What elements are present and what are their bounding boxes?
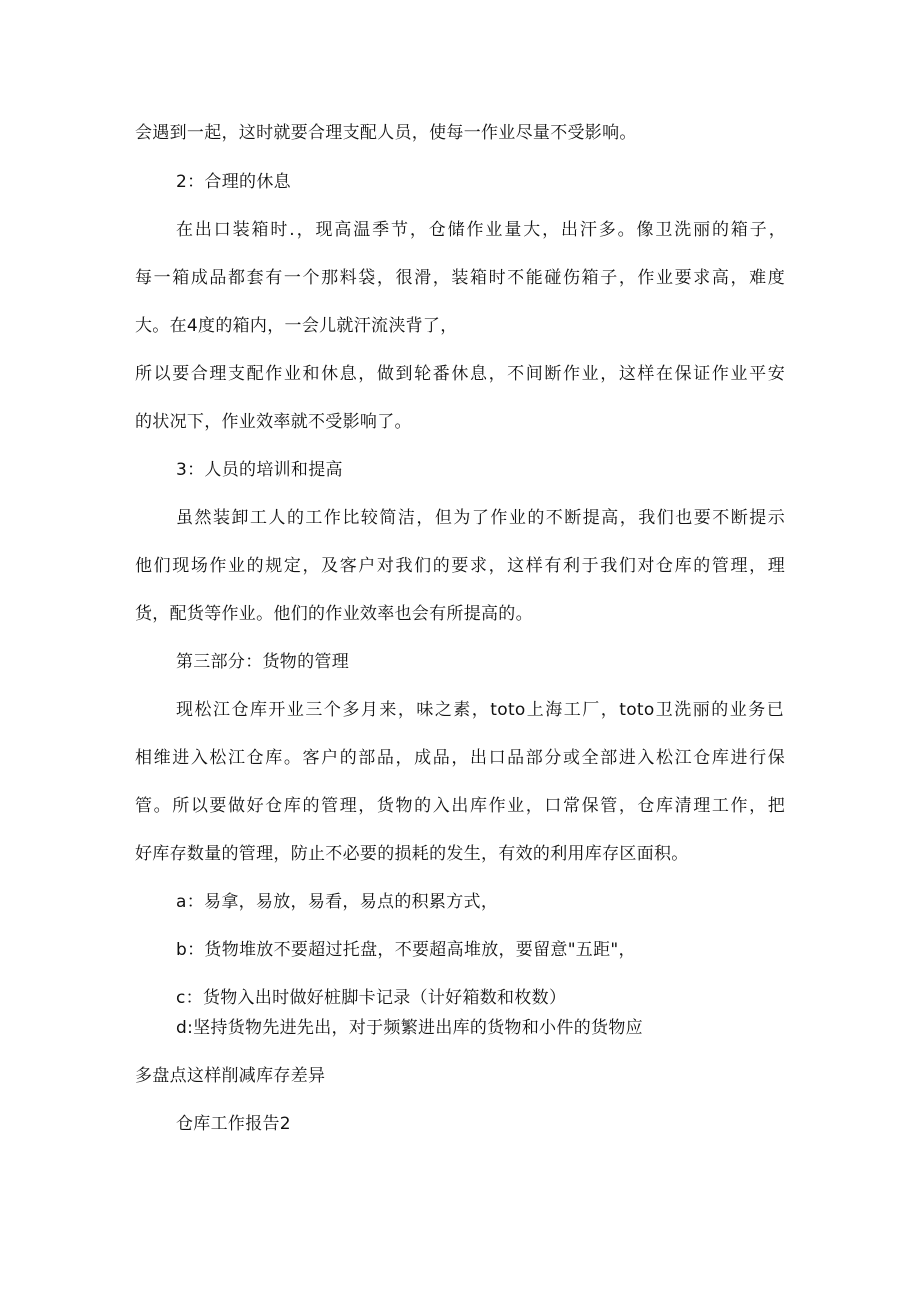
paragraph-line: 管。所以要做好仓库的管理，货物的入出库作业，口常保管，仓库清理工作，把 bbox=[135, 796, 785, 816]
section-heading: 3：人员的培训和提高 bbox=[176, 460, 343, 480]
paragraph-line: 所以要合理支配作业和休息，做到轮番休息，不间断作业，这样在保证作业平安 bbox=[135, 364, 785, 384]
section-heading: 仓库工作报告2 bbox=[176, 1114, 291, 1134]
paragraph-line: 多盘点这样削减库存差异 bbox=[135, 1066, 326, 1086]
paragraph-line: 在出口装箱时.，现高温季节，仓储作业量大，出汗多。像卫洗丽的箱子， bbox=[176, 220, 786, 240]
paragraph-line: 大。在4度的箱内，一会儿就汗流浃背了， bbox=[135, 316, 458, 336]
paragraph-line: 现松江仓库开业三个多月来，味之素，toto上海工厂，toto卫洗丽的业务已 bbox=[176, 700, 784, 720]
paragraph-line: 他们现场作业的规定，及客户对我们的要求，这样有利于我们对仓库的管理，理 bbox=[135, 556, 785, 576]
paragraph-line: 货，配货等作业。他们的作业效率也会有所提高的。 bbox=[135, 604, 533, 624]
paragraph-line: 每一箱成品都套有一个那料袋，很滑，装箱时不能碰伤箱子，作业要求高，难度 bbox=[135, 268, 785, 288]
list-item: a：易拿，易放，易看，易点的积累方式， bbox=[176, 892, 499, 912]
paragraph-line: 的状况下，作业效率就不受影响了。 bbox=[135, 412, 412, 432]
paragraph-line: 相维进入松江仓库。客户的部品，成品，出口品部分或全部进入松江仓库进行保 bbox=[135, 748, 785, 768]
section-heading: 2：合理的休息 bbox=[176, 172, 291, 192]
section-heading: 第三部分：货物的管理 bbox=[176, 652, 349, 672]
paragraph-line: 虽然装卸工人的工作比较简洁，但为了作业的不断提高，我们也要不断提示 bbox=[176, 508, 785, 528]
list-item: d:坚持货物先进先出，对于频繁进出库的货物和小件的货物应 bbox=[176, 1018, 643, 1038]
list-item: c：货物入出时做好桩脚卡记录（计好箱数和枚数） bbox=[176, 988, 567, 1008]
list-item: b：货物堆放不要超过托盘，不要超高堆放，要留意"五距"， bbox=[176, 940, 636, 960]
paragraph-line: 好库存数量的管理，防止不必要的损耗的发生，有效的利用库存区面积。 bbox=[135, 844, 689, 864]
paragraph-line: 会遇到一起，这时就要合理支配人员，使每一作业尽量不受影响。 bbox=[135, 123, 637, 143]
